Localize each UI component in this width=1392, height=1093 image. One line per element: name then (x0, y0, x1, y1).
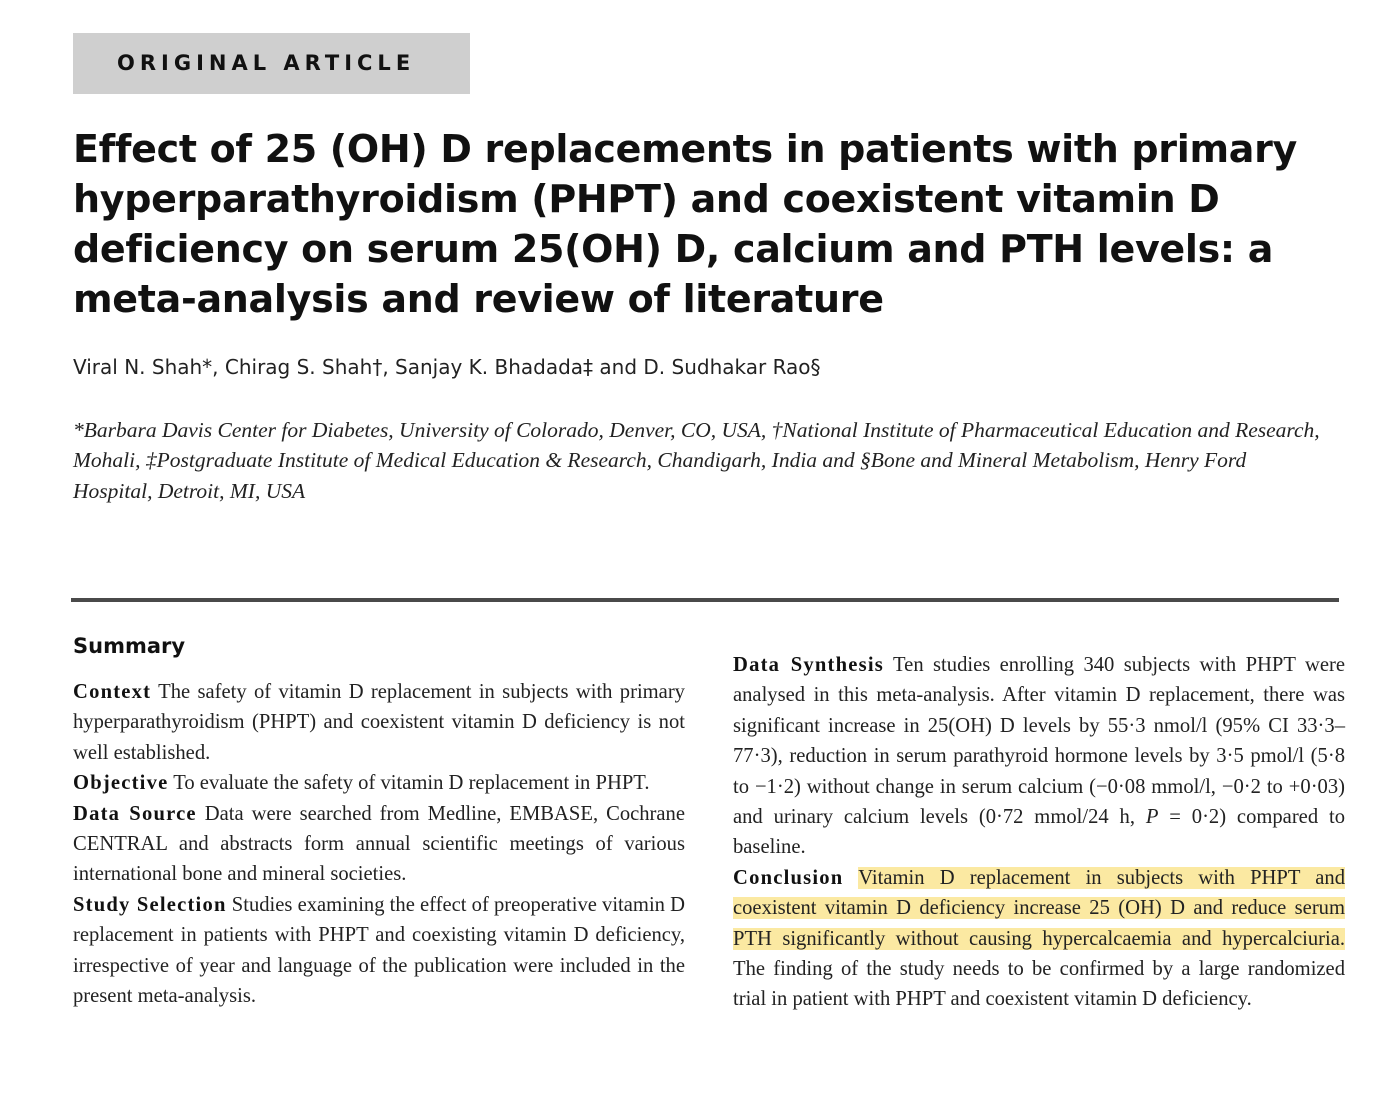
summary-left-column (73, 677, 685, 1011)
conclusion-label: Conclusion (733, 866, 844, 889)
summary-heading: Summary (73, 634, 186, 658)
conclusion-highlight: Vitamin D replacement in subjects with PHPT and coexistent vitamin D deficiency increase 25 (OH) D and reduce serum PTH significantly without causing hypercalcaemia and hypercalciuria. (733, 866, 1346, 950)
objective-text: To evaluate the safety of vitamin D replacement in PHPT. (173, 772, 650, 795)
data-source-paragraph (73, 799, 685, 890)
conclusion-paragraph (733, 863, 1345, 1015)
data-source-label: Data Source (73, 802, 197, 825)
author-list: Viral N. Shah*, Chirag S. Shah†, Sanjay K. Bhadada‡ and D. Sudhakar Rao§ (73, 355, 821, 379)
context-text: The safety of vitamin D replacement in subjects with primary hyperparathyroidism (PHPT) and coexistent vitamin D deficiency is not well established. (73, 681, 685, 764)
study-selection-text: Studies examining the effect of preoperative vitamin D replacement in patients with PHPT and coexisting vitamin D deficiency, irrespective of year and language of the publication were included in the present meta-analysis. (73, 893, 685, 1008)
data-source-text: Data were searched from Medline, EMBASE, Cochrane CENTRAL and abstracts form annual scientific meetings of various international bone and mineral societies. (73, 802, 685, 886)
article-type-label: ORIGINAL ARTICLE (73, 33, 470, 94)
data-synthesis-text-end: = 0·2) compared to baseline. (733, 806, 1345, 859)
context-label: Context (73, 681, 152, 703)
section-divider (71, 598, 1339, 602)
p-value-symbol: P (1145, 806, 1159, 829)
objective-label: Objective (73, 772, 169, 795)
data-synthesis-text: Ten studies enrolling 340 subjects with PHPT were analysed in this meta-analysis. After vitamin D replacement, there was significant increase in 25(OH) D levels by 55·3 nmol/l (95% CI 33·3–77·3), reduction in serum parathyroid hormone levels by 3·5 pmol/l (5·8 to −1·2) without change in serum calcium (−0·08 mmol/l, −0·2 to +0·03) and urinary calcium levels (0·72 mmol/24 h, (733, 654, 1345, 829)
summary-right-column (733, 650, 1345, 1015)
conclusion-text: The finding of the study needs to be confirmed by a large randomized trial in patient with PHPT and coexistent vitamin D deficiency. (733, 958, 1345, 1011)
data-synthesis-label: Data Synthesis (733, 654, 884, 676)
article-title: Effect of 25 (OH) D replacements in patients with primary hyperparathyroidism (PHPT) and coexistent vitamin D deficiency on serum 25(OH) D, calcium and PTH levels: a meta-analysis and review of literature (73, 127, 1298, 321)
context-paragraph (73, 677, 685, 768)
affiliations: *Barbara Davis Center for Diabetes, University of Colorado, Denver, CO, USA, †National Institute of Pharmaceutical Education and Research, Mohali, ‡Postgraduate Institute of Medical Education & Research, Chandigarh, India and §Bone and Mineral Metabolism, Henry Ford Hospital, Detroit, MI, USA (73, 418, 1320, 503)
data-synthesis-paragraph (733, 650, 1345, 863)
objective-paragraph (73, 768, 685, 798)
study-selection-label: Study Selection (73, 893, 227, 916)
study-selection-paragraph (73, 890, 685, 1012)
